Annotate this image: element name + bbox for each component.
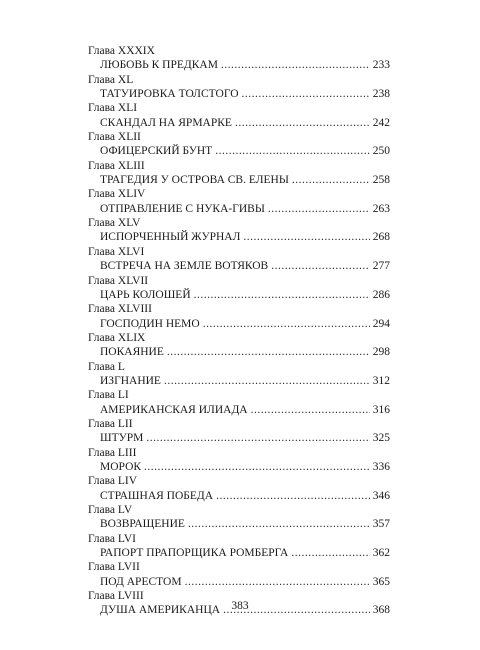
toc-row <box>88 87 390 101</box>
dot-leader <box>242 87 370 101</box>
chapter-number: Глава L <box>88 360 125 373</box>
chapter-title: ДУША АМЕРИКАНЦА <box>100 604 221 617</box>
toc-entry <box>88 302 390 331</box>
toc-row <box>88 317 390 331</box>
dot-leader <box>291 546 369 560</box>
dot-leader <box>215 144 370 158</box>
dot-leader <box>243 230 369 244</box>
chapter-title: ИЗГНАНИЕ <box>100 374 161 387</box>
chapter-number: Глава XLV <box>88 217 141 230</box>
chapter-number: Глава XL <box>88 73 134 86</box>
chapter-title: ПОД АРЕСТОМ <box>100 575 182 588</box>
page-ref: 263 <box>372 202 390 215</box>
toc-row <box>88 431 390 445</box>
page-ref: 294 <box>372 317 390 330</box>
toc-entry <box>88 130 390 159</box>
toc-row <box>88 403 390 417</box>
toc-row <box>88 374 390 388</box>
page-ref: 346 <box>372 489 390 502</box>
dot-leader <box>185 575 370 589</box>
dot-leader <box>216 489 370 503</box>
toc-entry <box>88 73 390 102</box>
toc-entry <box>88 532 390 561</box>
chapter-title: ШТУРМ <box>100 432 144 445</box>
dot-leader <box>251 403 370 417</box>
toc-row <box>88 546 390 560</box>
chapter-title: ТАТУИРОВКА ТОЛСТОГО <box>100 88 239 101</box>
toc-row <box>88 116 390 130</box>
toc-entry <box>88 44 390 73</box>
chapter-number: Глава LIV <box>88 475 138 488</box>
chapter-title: АМЕРИКАНСКАЯ ИЛИАДА <box>100 403 248 416</box>
chapter-number: Глава LVII <box>88 561 140 574</box>
toc-row <box>88 460 390 474</box>
chapter-number: Глава LVIII <box>88 590 144 603</box>
table-of-contents <box>88 44 390 618</box>
toc-row <box>88 202 390 216</box>
toc-row <box>88 230 390 244</box>
dot-leader <box>221 58 370 72</box>
toc-entry <box>88 159 390 188</box>
chapter-title: ОТПРАВЛЕНИЕ С НУКА-ГИВЫ <box>100 202 265 215</box>
chapter-title: РАПОРТ ПРАПОРЩИКА РОМБЕРГА <box>100 547 289 560</box>
toc-entry <box>88 417 390 446</box>
chapter-title: СТРАШНАЯ ПОБЕДА <box>100 489 214 502</box>
dot-leader <box>271 259 370 273</box>
toc-row <box>88 517 390 531</box>
toc-entry <box>88 560 390 589</box>
toc-row <box>88 259 390 273</box>
chapter-number: Глава XLIII <box>88 159 145 172</box>
toc-entry <box>88 388 390 417</box>
chapter-number: Глава XLI <box>88 102 138 115</box>
dot-leader <box>167 345 370 359</box>
toc-entry <box>88 101 390 130</box>
toc-row <box>88 489 390 503</box>
chapter-title: МОРОК <box>100 460 142 473</box>
page-ref: 277 <box>372 260 390 273</box>
toc-row <box>88 58 390 72</box>
chapter-number: Глава XLII <box>88 131 141 144</box>
toc-entry <box>88 503 390 532</box>
chapter-title: ЦАРЬ КОЛОШЕЙ <box>100 288 191 301</box>
toc-entry <box>88 446 390 475</box>
chapter-title: СКАНДАЛ НА ЯРМАРКЕ <box>100 116 232 129</box>
page-ref: 312 <box>372 374 390 387</box>
toc-entry <box>88 331 390 360</box>
toc-row <box>88 345 390 359</box>
dot-leader <box>164 374 370 388</box>
chapter-title: ВСТРЕЧА НА ЗЕМЛЕ ВОТЯКОВ <box>100 260 269 273</box>
page-ref: 238 <box>372 88 390 101</box>
dot-leader <box>292 173 370 187</box>
page-number: 383 <box>231 600 249 612</box>
toc-entry <box>88 187 390 216</box>
toc-row <box>88 575 390 589</box>
toc-row <box>88 288 390 302</box>
page-ref: 242 <box>372 116 390 129</box>
chapter-number: Глава LV <box>88 504 133 516</box>
dot-leader <box>194 288 370 302</box>
chapter-number: Глава XLVI <box>88 245 145 258</box>
chapter-number: Глава XXXIX <box>88 45 155 57</box>
dot-leader <box>235 116 370 130</box>
page-ref: 336 <box>372 460 390 473</box>
page-ref: 316 <box>372 403 390 416</box>
chapter-title: ПОКАЯНИЕ <box>100 346 164 359</box>
chapter-title: ЛЮБОВЬ К ПРЕДКАМ <box>100 59 218 72</box>
toc-entry <box>88 474 390 503</box>
toc-entry <box>88 274 390 303</box>
dot-leader <box>268 202 370 216</box>
page-ref: 357 <box>372 518 390 531</box>
page-ref: 298 <box>372 346 390 359</box>
chapter-number: Глава LI <box>88 389 129 402</box>
toc-entry <box>88 245 390 274</box>
chapter-number: Глава LII <box>88 417 133 430</box>
page-ref: 250 <box>372 145 390 158</box>
page-ref: 258 <box>372 174 390 187</box>
chapter-title: ОФИЦЕРСКИЙ БУНТ <box>100 145 213 158</box>
dot-leader <box>146 431 369 445</box>
page-ref: 365 <box>372 575 390 588</box>
toc-row <box>88 173 390 187</box>
chapter-number: Глава LVI <box>88 532 136 545</box>
page-ref: 286 <box>372 288 390 301</box>
toc-row <box>88 144 390 158</box>
dot-leader <box>188 517 370 531</box>
page-ref: 233 <box>372 59 390 72</box>
toc-entry <box>88 216 390 245</box>
page-ref: 268 <box>372 231 390 244</box>
page-ref: 368 <box>372 604 390 617</box>
chapter-title: ИСПОРЧЕННЫЙ ЖУРНАЛ <box>100 231 241 244</box>
chapter-title: ТРАГЕДИЯ У ОСТРОВА СВ. ЕЛЕНЫ <box>100 174 289 187</box>
chapter-number: Глава LIII <box>88 446 137 459</box>
toc-entry <box>88 360 390 389</box>
chapter-number: Глава XLIX <box>88 331 146 344</box>
page-ref: 325 <box>372 432 390 445</box>
chapter-title: ВОЗВРАЩЕНИЕ <box>100 518 185 531</box>
chapter-number: Глава XLIV <box>88 188 146 201</box>
chapter-number: Глава XLVII <box>88 274 149 287</box>
chapter-title: ГОСПОДИН НЕМО <box>100 317 200 330</box>
dot-leader <box>203 317 370 331</box>
page-ref: 362 <box>372 547 390 560</box>
chapter-number: Глава XLVIII <box>88 303 152 316</box>
dot-leader <box>144 460 370 474</box>
